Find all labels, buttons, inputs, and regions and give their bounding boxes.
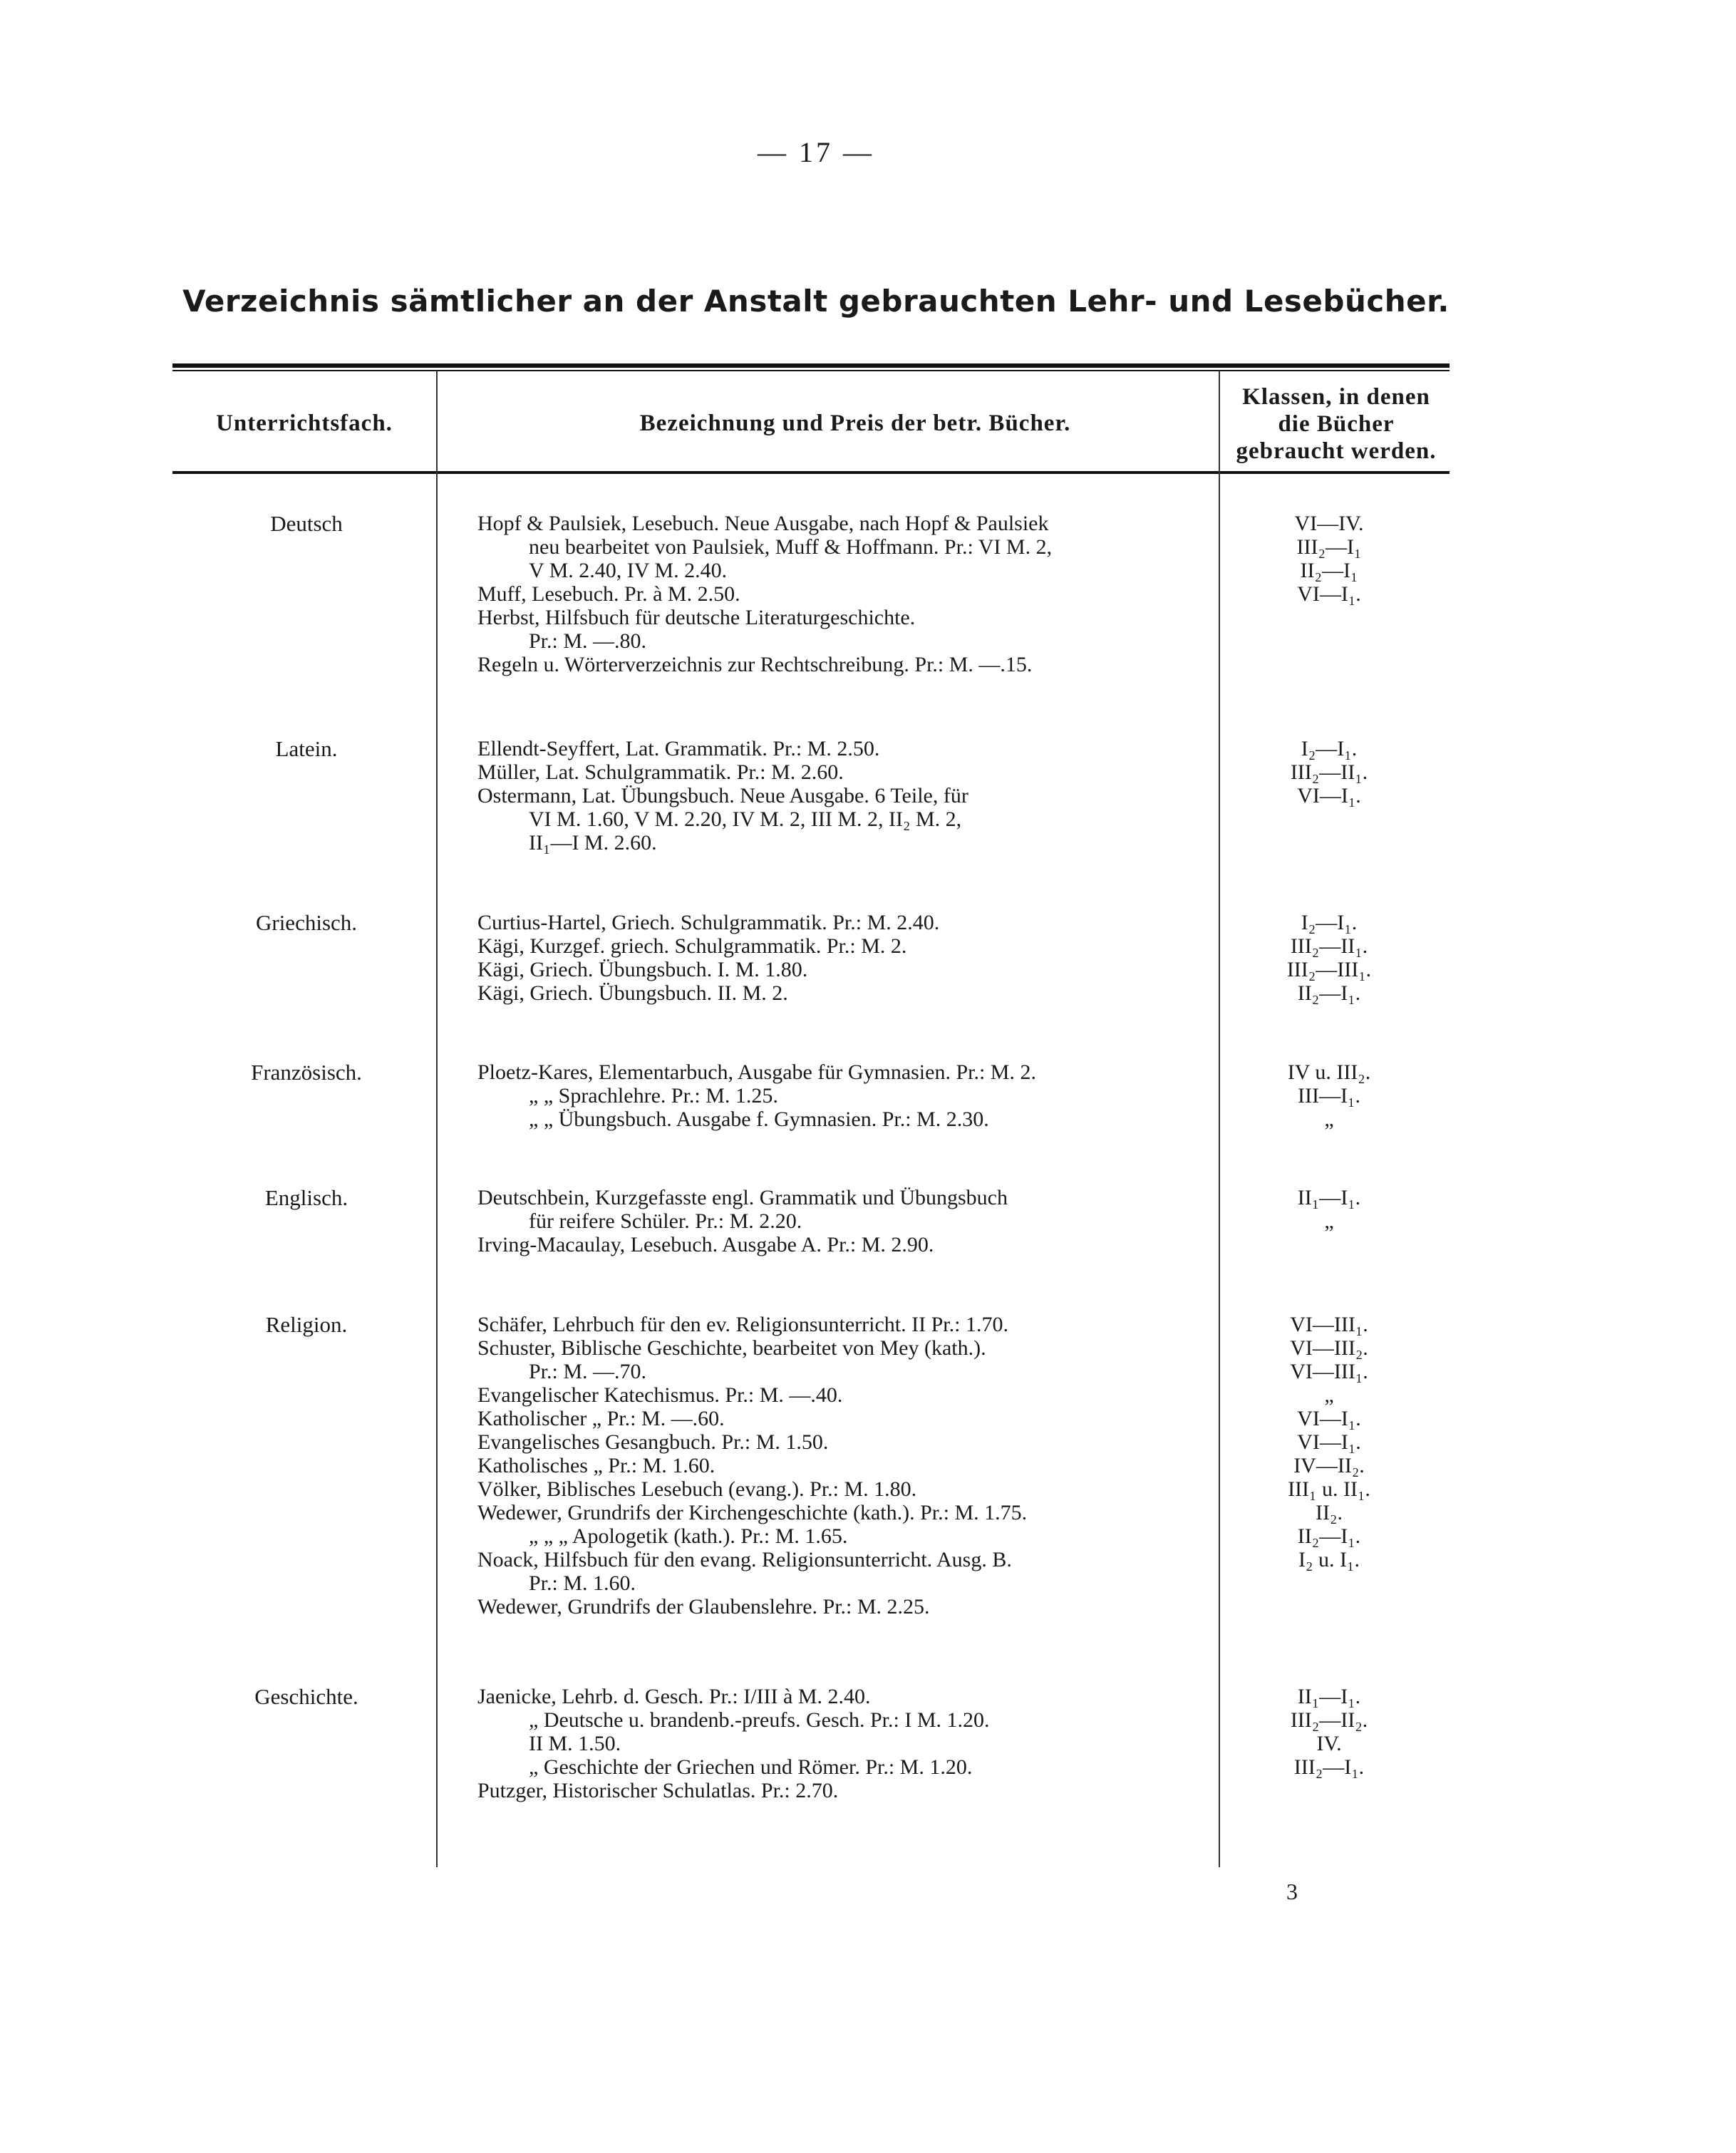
subject-label: Französisch. bbox=[251, 1060, 362, 1085]
class-list bbox=[1219, 512, 1440, 606]
book-entry: Noack, Hilfsbuch für den evang. Religionsunterricht. Ausg. B. bbox=[477, 1548, 1012, 1571]
class-entry: VI—I₁. bbox=[1297, 1430, 1361, 1454]
header-books: Bezeichnung und Preis der betr. Bücher. bbox=[639, 411, 1071, 436]
class-entry: „ bbox=[1324, 1108, 1334, 1131]
book-list bbox=[477, 1313, 1190, 1618]
book-entry: Wedewer, Grundrifs der Glaubenslehre. Pr.: M. 2.25. bbox=[477, 1595, 930, 1618]
book-entry: Hopf & Paulsiek, Lesebuch. Neue Ausgabe, nach Hopf & Paulsiek bbox=[477, 512, 1049, 535]
page-number: — 17 — bbox=[758, 136, 874, 168]
class-entry: III₂—II₂. bbox=[1290, 1708, 1368, 1732]
book-list bbox=[477, 512, 1190, 676]
book-entry: „ Deutsche u. brandenb.-preufs. Gesch. Pr.: I M. 1.20. bbox=[529, 1708, 990, 1732]
table-header-rule bbox=[172, 471, 1450, 474]
class-list bbox=[1219, 1186, 1440, 1233]
class-list bbox=[1219, 1060, 1440, 1131]
book-entry: Putzger, Historischer Schulatlas. Pr.: 2.70. bbox=[477, 1779, 839, 1802]
book-entry: für reifere Schüler. Pr.: M. 2.20. bbox=[529, 1209, 802, 1233]
book-entry: „ „ Sprachlehre. Pr.: M. 1.25. bbox=[529, 1084, 778, 1108]
book-entry: Kägi, Kurzgef. griech. Schulgrammatik. Pr.: M. 2. bbox=[477, 934, 907, 958]
column-divider-left bbox=[436, 371, 438, 1867]
subject-label: Geschichte. bbox=[254, 1684, 358, 1709]
class-entry: III₁ u. II₁. bbox=[1288, 1477, 1370, 1501]
book-entry: Katholischer „ Pr.: M. —.60. bbox=[477, 1407, 725, 1430]
book-entry: Müller, Lat. Schulgrammatik. Pr.: M. 2.60. bbox=[477, 760, 844, 784]
book-entry: Schäfer, Lehrbuch für den ev. Religionsunterricht. II Pr.: 1.70. bbox=[477, 1313, 1008, 1336]
book-entry: Ploetz-Kares, Elementarbuch, Ausgabe für Gymnasien. Pr.: M. 2. bbox=[477, 1060, 1036, 1084]
subject-label: Englisch. bbox=[264, 1185, 348, 1210]
header-classes-line3: gebraucht werden. bbox=[1236, 438, 1437, 464]
class-entry: IV u. III₂. bbox=[1287, 1060, 1371, 1084]
class-entry: I₂—I₁. bbox=[1301, 911, 1358, 934]
class-list bbox=[1219, 1685, 1440, 1779]
book-list bbox=[477, 737, 1190, 855]
class-entry: III₂—II₁. bbox=[1290, 934, 1368, 958]
book-entry: Pr.: M. 1.60. bbox=[529, 1571, 636, 1595]
book-entry: Evangelischer Katechismus. Pr.: M. —.40. bbox=[477, 1383, 843, 1407]
book-entry: Pr.: M. —.80. bbox=[529, 629, 647, 653]
book-entry: Ellendt-Seyffert, Lat. Grammatik. Pr.: M. 2.50. bbox=[477, 737, 880, 760]
class-entry: III₂—III₁. bbox=[1286, 958, 1372, 981]
book-entry: Völker, Biblisches Lesebuch (evang.). Pr.: M. 1.80. bbox=[477, 1477, 917, 1501]
book-entry: Irving-Macaulay, Lesebuch. Ausgabe A. Pr.: M. 2.90. bbox=[477, 1233, 934, 1256]
subject-label: Deutsch bbox=[270, 511, 343, 536]
class-entry: VI—III₂. bbox=[1290, 1336, 1368, 1360]
class-entry: II₂—I₁ bbox=[1300, 559, 1358, 582]
book-entry: Evangelisches Gesangbuch. Pr.: M. 1.50. bbox=[477, 1430, 829, 1454]
header-subject: Unterrichtsfach. bbox=[216, 411, 393, 436]
class-entry: I₂—I₁. bbox=[1301, 737, 1358, 760]
table-top-rule bbox=[172, 363, 1450, 371]
book-entry: „ „ Übungsbuch. Ausgabe f. Gymnasien. Pr.: M. 2.30. bbox=[529, 1108, 989, 1131]
book-list bbox=[477, 911, 1190, 1005]
subject-label: Griechisch. bbox=[255, 910, 358, 935]
book-entry: V M. 2.40, IV M. 2.40. bbox=[529, 559, 728, 582]
class-entry: VI—III₁. bbox=[1290, 1313, 1368, 1336]
book-entry: II M. 1.50. bbox=[529, 1732, 621, 1755]
class-entry: III₂—I₁ bbox=[1296, 535, 1362, 559]
class-list bbox=[1219, 1313, 1440, 1571]
book-list bbox=[477, 1060, 1190, 1131]
page-title: Verzeichnis sämtlicher an der Anstalt gebrauchten Lehr- und Lesebücher. bbox=[182, 284, 1450, 319]
book-entry: Ostermann, Lat. Übungsbuch. Neue Ausgabe. 6 Teile, für bbox=[477, 784, 968, 807]
class-entry: VI—I₁. bbox=[1297, 1407, 1361, 1430]
book-entry: Muff, Lesebuch. Pr. à M. 2.50. bbox=[477, 582, 740, 606]
class-entry: VI—I₁. bbox=[1297, 582, 1361, 606]
subject-label: Latein. bbox=[275, 736, 338, 761]
book-entry: neu bearbeitet von Paulsiek, Muff & Hoffmann. Pr.: VI M. 2, bbox=[529, 535, 1053, 559]
class-entry: II₁—I₁. bbox=[1297, 1186, 1361, 1209]
class-entry: VI—III₁. bbox=[1290, 1360, 1368, 1383]
book-entry: Kägi, Griech. Übungsbuch. II. M. 2. bbox=[477, 981, 788, 1005]
book-entry: Herbst, Hilfsbuch für deutsche Literaturgeschichte. bbox=[477, 606, 916, 629]
book-entry: Jaenicke, Lehrb. d. Gesch. Pr.: I/III à M. 2.40. bbox=[477, 1685, 871, 1708]
class-entry: IV. bbox=[1316, 1732, 1342, 1755]
subject-label: Religion. bbox=[265, 1312, 348, 1337]
class-list bbox=[1219, 911, 1440, 1005]
signature-mark: 3 bbox=[1286, 1879, 1298, 1904]
book-entry: „ Geschichte der Griechen und Römer. Pr.: M. 1.20. bbox=[529, 1755, 973, 1779]
book-entry: Deutschbein, Kurzgefasste engl. Grammatik und Übungsbuch bbox=[477, 1186, 1008, 1209]
book-list bbox=[477, 1685, 1190, 1802]
book-entry: Kägi, Griech. Übungsbuch. I. M. 1.80. bbox=[477, 958, 808, 981]
book-entry: Pr.: M. —.70. bbox=[529, 1360, 647, 1383]
class-entry: II₂—I₁. bbox=[1297, 1524, 1361, 1548]
header-classes-line2: die Bücher bbox=[1278, 411, 1395, 437]
book-entry: Curtius-Hartel, Griech. Schulgrammatik. Pr.: M. 2.40. bbox=[477, 911, 940, 934]
class-entry: VI—IV. bbox=[1294, 512, 1364, 535]
class-entry: IV—II₂. bbox=[1293, 1454, 1365, 1477]
class-entry: III—I₁. bbox=[1298, 1084, 1360, 1108]
class-entry: III₂—I₁. bbox=[1293, 1755, 1365, 1779]
class-entry: II₂. bbox=[1316, 1501, 1343, 1524]
class-entry: VI—I₁. bbox=[1297, 784, 1361, 807]
class-entry: III₂—II₁. bbox=[1290, 760, 1368, 784]
class-entry: „ bbox=[1324, 1383, 1334, 1407]
class-list bbox=[1219, 737, 1440, 807]
header-classes bbox=[1215, 383, 1457, 465]
book-entry: „ „ „ Apologetik (kath.). Pr.: M. 1.65. bbox=[529, 1524, 848, 1548]
book-entry: Katholisches „ Pr.: M. 1.60. bbox=[477, 1454, 715, 1477]
book-entry: VI M. 1.60, V M. 2.20, IV M. 2, III M. 2, II₂ M. 2, bbox=[529, 807, 962, 831]
class-entry: II₂—I₁. bbox=[1297, 981, 1361, 1005]
header-classes-line1: Klassen, in denen bbox=[1242, 384, 1430, 410]
book-entry: Wedewer, Grundrifs der Kirchengeschichte (kath.). Pr.: M. 1.75. bbox=[477, 1501, 1028, 1524]
class-entry: I₂ u. I₁. bbox=[1298, 1548, 1360, 1571]
book-entry: Regeln u. Wörterverzeichnis zur Rechtschreibung. Pr.: M. —.15. bbox=[477, 653, 1033, 676]
book-entry: Schuster, Biblische Geschichte, bearbeitet von Mey (kath.). bbox=[477, 1336, 986, 1360]
book-list bbox=[477, 1186, 1190, 1256]
book-entry: II₁—I M. 2.60. bbox=[529, 831, 657, 855]
class-entry: „ bbox=[1324, 1209, 1334, 1233]
class-entry: II₁—I₁. bbox=[1297, 1685, 1361, 1708]
